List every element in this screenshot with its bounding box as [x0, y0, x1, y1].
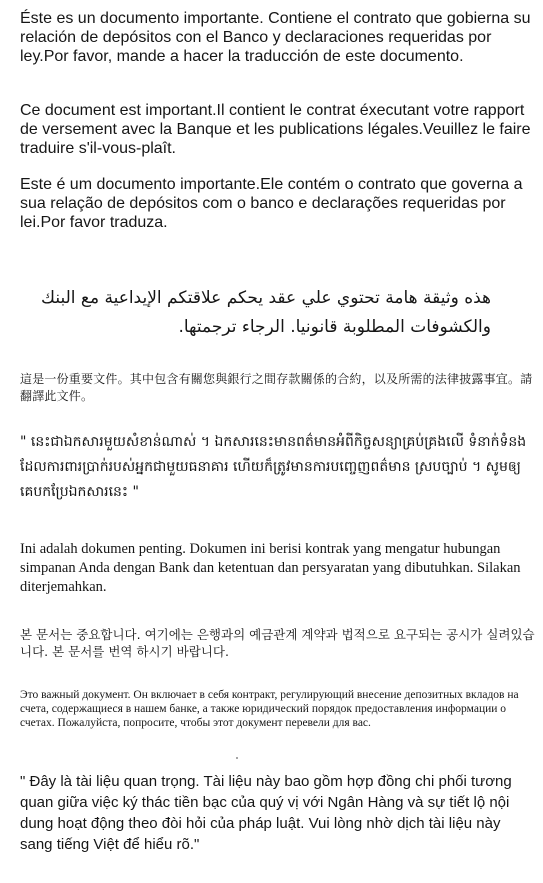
- spanish-paragraph: Éste es un documento importante. Contiene el contrato que gobierna su relación de depósitos con el Banco y declaraciones requeridas por ley.Por favor, mande a hacer la traducción de este documento.: [20, 10, 531, 65]
- scan-speck: [236, 757, 238, 759]
- chinese-paragraph: 這是一份重要文件。其中包含有關您與銀行之間存款關係的合約，以及所需的法律披露事宜。請翻譯此文件。: [20, 372, 533, 403]
- korean-paragraph: 본 문서는 중요합니다. 여기에는 은행과의 예금관계 계약과 법적으로 요구되는 공시가 실려있습니다. 본 문서를 번역 하시기 바랍니다.: [20, 627, 535, 659]
- khmer-paragraph: " នេះជាឯកសារមួយសំខាន់ណាស់ ។ ឯកសារនេះមានពត៌មានអំពីកិច្ចសន្យាគ្រប់គ្រងលើ ទំនាក់ទំនងដែលការពារប្រាក់របស់អ្នកជាមួយធនាគារ ហើយក៏ត្រូវមានការបញ្ចេញពត៌មាន ស្របច្បាប់ ។ សូមឲ្យគេបកប្រែឯកសារនេះ ": [20, 434, 527, 500]
- arabic-paragraph: هذه وثيقة هامة تحتوي علي عقد يحكم علاقتكم الإيداعية مع البنك والكشوفات المطلوبة قانونيا. الرجاء ترجمتها.: [41, 288, 491, 337]
- portuguese-paragraph: Este é um documento importante.Ele contém o contrato que governa a sua relação de depósitos com o banco e declarações requeridas por lei.Por favor traduza.: [20, 176, 523, 231]
- vietnamese-paragraph: " Đây là tài liệu quan trọng. Tài liệu này bao gồm hợp đồng chi phối tương quan giữa việc ký thác tiền bạc của quý vị với Ngân Hàng và sự tiết lộ nội dung hoạt động theo đòi hỏi của pháp luật. Vui lòng nhờ dịch tài liệu này sang tiếng Việt để hiểu rõ.": [20, 773, 512, 853]
- russian-paragraph: Это важный документ. Он включает в себя контракт, регулирующий внесение депозитных вкладов на счета, содержащиеся в нашем банке, а также юридический порядок предоставления информации о счетах. Пожалуйста, попросите, чтобы этот документ перевели для вас.: [20, 689, 519, 729]
- indonesian-paragraph: Ini adalah dokumen penting. Dokumen ini berisi kontrak yang mengatur hubungan simpanan Anda dengan Bank dan ketentuan dan persyaratan yang dibutuhkan. Silakan diterjemahkan.: [20, 541, 521, 595]
- french-paragraph: Ce document est important.Il contient le contrat éxecutant votre rapport de versement avec la Banque et les publications légales.Veuillez le faire traduire s'il-vous-plaît.: [20, 102, 531, 157]
